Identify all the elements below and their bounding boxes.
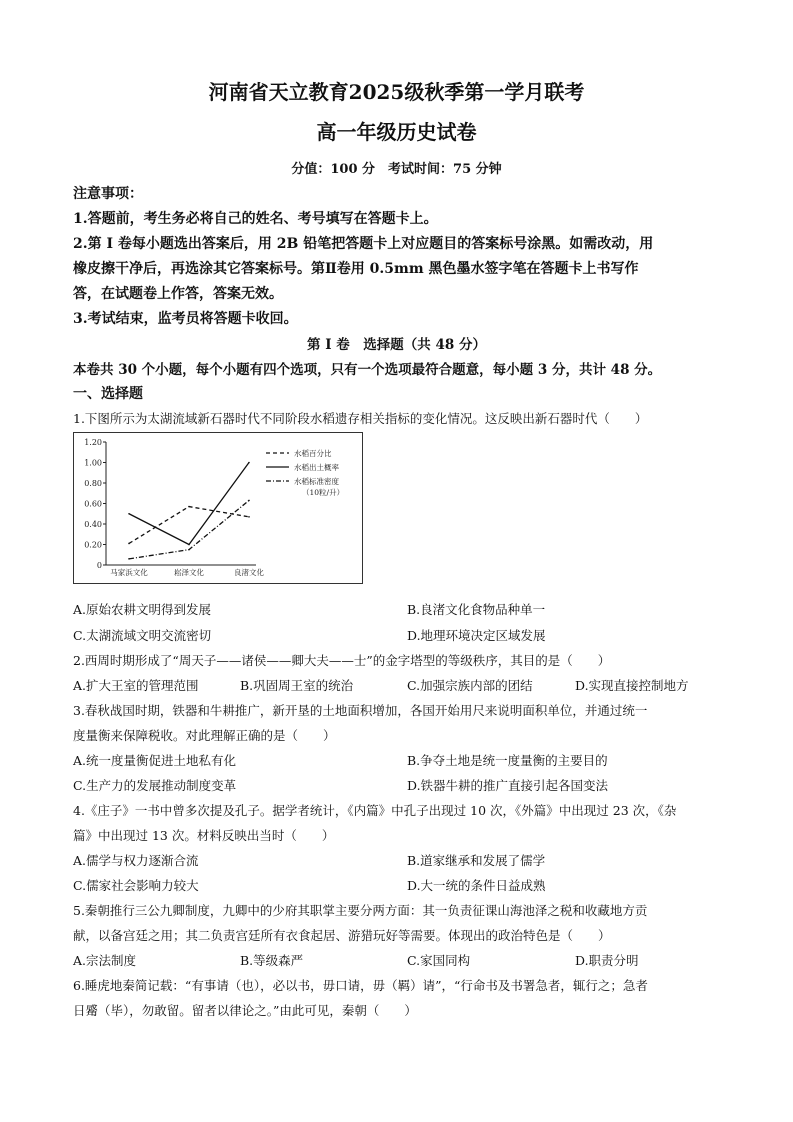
y-tick-label: 0.40 [84,520,102,529]
q5-stem-line-1: 5.秦朝推行三公九卿制度，九卿中的少府其职掌主要分两方面：其一负责征课山海池泽之税和收藏地方贡 [73,903,648,918]
q3-stem-line-1: 3.春秋战国时期，铁器和牛耕推广，新开垦的土地面积增加，各国开始用尺来说明面积单位，并通过统一 [73,703,648,718]
q4-option-b: B.道家继承和发展了儒学 [407,853,546,868]
q3-stem-line-2: 度量衡来保障税收。对此理解正确的是（ ） [73,728,336,743]
legend-label: 水稻标准密度 [294,477,339,486]
section-desc: 本卷共 30 个小题，每个小题有四个选项，只有一个选项最符合题意，每小题 3 分，共计 48 分。 [73,362,662,378]
q3-option-c: C.生产力的发展推动制度变革 [73,778,237,793]
q5-option-a: A.宗法制度 [73,953,137,968]
q1-stem: 1.下图所示为太湖流域新石器时代不同阶段水稻遗存相关指标的变化情况。这反映出新石器时代（ ） [73,411,648,426]
data-point [188,506,190,508]
q3-option-b: B.争夺土地是统一度量衡的主要目的 [407,753,608,768]
q3-option-a: A.统一度量衡促进土地私有化 [73,753,237,768]
notice-item-3: 3.考试结束，监考员将答题卡收回。 [73,311,298,327]
q4-stem-line-2: 篇》中出现过 13 次。材料反映出当时（ ） [73,828,335,843]
q2-option-d: D.实现直接控制地方 [575,678,689,693]
line-chart [74,433,362,583]
notice-item-2-line-2: 橡皮擦干净后，再选涂其它答案标号。第Ⅱ卷用 0.5mm 黑色墨水签字笔在答题卡上书写作 [73,261,639,277]
q1-option-d: D.地理环境决定区域发展 [407,628,546,643]
series-line [129,507,249,544]
q1-option-b: B.良渚文化食物品种单一 [407,602,546,617]
q4-option-d: D.大一统的条件日益成熟 [407,878,546,893]
notice-heading: 注意事项： [73,186,143,202]
q5-option-c: C.家国同构 [407,953,471,968]
notice-item-2-line-1: 2.第 I 卷每小题选出答案后，用 2B 铅笔把答题卡上对应题目的答案标号涂黑。如需改动，用 [73,236,654,252]
section-title: 第 I 卷 选择题（共 48 分） [307,337,486,353]
y-tick-label: 0.60 [84,499,102,509]
data-point [128,558,130,560]
data-point [188,549,190,551]
x-tick-label: 崧泽文化 [174,568,204,577]
q5-option-b: B.等级森严 [240,953,304,968]
y-tick-label: 0 [96,561,102,570]
q1-chart [73,432,363,584]
q6-stem-line-1: 6.睡虎地秦简记载：“有事请（也），必以书，毋口请，毋（羁）请”，“行命书及书署急者，辄行之；急者 [73,978,648,993]
legend-label: 水稻出土概率 [294,463,339,472]
x-tick-label: 良渚文化 [234,568,264,577]
notice-item-1: 1.答题前，考生务必将自己的姓名、考号填写在答题卡上。 [73,211,438,227]
q4-option-c: C.儒家社会影响力较大 [73,878,199,893]
y-tick-label: 1.00 [84,458,102,468]
q1-option-c: C.太湖流域文明交流密切 [73,628,212,643]
q5-stem-line-2: 献，以备宫廷之用；其二负责宫廷所有衣食起居、游猎玩好等需要。体现出的政治特色是（ ） [73,928,611,943]
x-tick-label: 马家浜文化 [110,568,148,577]
section-part: 一、选择题 [73,386,143,402]
y-tick-label: 0.20 [84,540,102,550]
y-tick-label: 0.80 [84,479,102,488]
q2-stem: 2.西周时期形成了“周天子——诸侯——卿大夫——士”的金字塔型的等级秩序，其目的是（ ） [73,653,611,668]
y-tick-label: 1.20 [84,438,102,447]
q2-option-a: A.扩大王室的管理范围 [73,678,199,693]
data-point [248,462,250,464]
data-point [248,516,250,518]
q4-option-a: A.儒学与权力逐渐合流 [73,853,199,868]
data-point [128,513,130,515]
q2-option-c: C.加强宗族内部的团结 [407,678,533,693]
data-point [248,500,250,502]
q2-option-b: B.巩固周王室的统治 [240,678,354,693]
q3-option-d: D.铁器牛耕的推广直接引起各国变法 [407,778,609,793]
exam-info: 分值：100 分 考试时间：75 分钟 [291,162,502,177]
data-point [188,544,190,546]
data-point [128,543,130,545]
legend-label: 水稻百分比 [294,449,332,458]
exam-title: 河南省天立教育2025级秋季第一学月联考 [208,80,585,104]
exam-subtitle: 高一年级历史试卷 [316,120,477,144]
notice-item-2-line-3: 答，在试题卷上作答，答案无效。 [73,286,283,302]
q5-option-d: D.职责分明 [575,953,639,968]
q1-option-a: A.原始农耕文明得到发展 [73,602,212,617]
legend-note: （10粒/升） [302,488,345,497]
q6-stem-line-2: 日觱（毕），勿敢留。留者以律论之。”由此可见，秦朝（ ） [73,1003,417,1018]
q4-stem-line-1: 4.《庄子》一书中曾多次提及孔子。据学者统计，《内篇》中孔子出现过 10 次，《外篇》中出现过 23 次，《杂 [73,803,677,818]
